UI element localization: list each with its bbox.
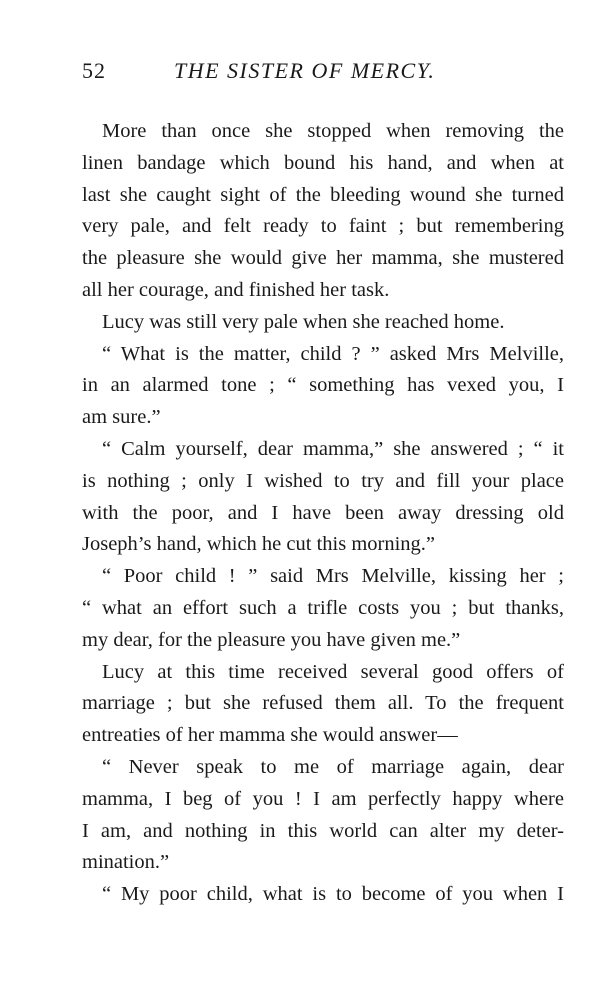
text-line: mamma, I beg of you ! I am perfectly happy where [82, 787, 564, 810]
text-line: marriage ; but she refused them all. To the frequent [82, 692, 564, 715]
text-line: all her courage, and finished her task. [82, 278, 390, 301]
text-line: Lucy at this time received several good offers of [102, 660, 564, 683]
text-line: “ My poor child, what is to become of you when I [102, 883, 564, 906]
text-line: “ Never speak to me of marriage again, dear [102, 755, 564, 778]
body-text [82, 116, 564, 911]
text-line: am sure.” [82, 406, 161, 429]
text-line: More than once she stopped when removing the [102, 120, 564, 142]
text-line: I am, and nothing in this world can alter my deter- [82, 819, 564, 842]
text-line: Joseph’s hand, which he cut this morning.” [82, 533, 436, 556]
text-line: entreaties of her mamma she would answer— [82, 724, 458, 747]
page-number: 52 [82, 58, 106, 83]
text-line: “ Poor child ! ” said Mrs Melville, kissing her ; [102, 565, 564, 588]
text-line: with the poor, and I have been away dressing old [82, 501, 564, 524]
text-line: “ Calm yourself, dear mamma,” she answered ; “ it [102, 437, 564, 460]
text-line: Lucy was still very pale when she reached home. [102, 310, 505, 333]
text-line: “ what an effort such a trifle costs you ; but thanks, [82, 596, 564, 619]
running-head [82, 58, 564, 90]
running-title: THE SISTER OF MERCY. [174, 58, 436, 83]
text-line: last she caught sight of the bleeding wound she turned [82, 183, 564, 206]
text-line: mination.” [82, 851, 170, 874]
text-line: the pleasure she would give her mamma, she mustered [82, 247, 564, 270]
text-line: “ What is the matter, child ? ” asked Mrs Melville, [102, 342, 564, 365]
text-line: my dear, for the pleasure you have given me.” [82, 628, 461, 651]
text-line: in an alarmed tone ; “ something has vexed you, I [82, 374, 564, 397]
text-line: very pale, and felt ready to faint ; but remembering [82, 215, 564, 238]
text-line: linen bandage which bound his hand, and when at [82, 151, 564, 174]
text-line: is nothing ; only I wished to try and fill your place [82, 469, 564, 492]
